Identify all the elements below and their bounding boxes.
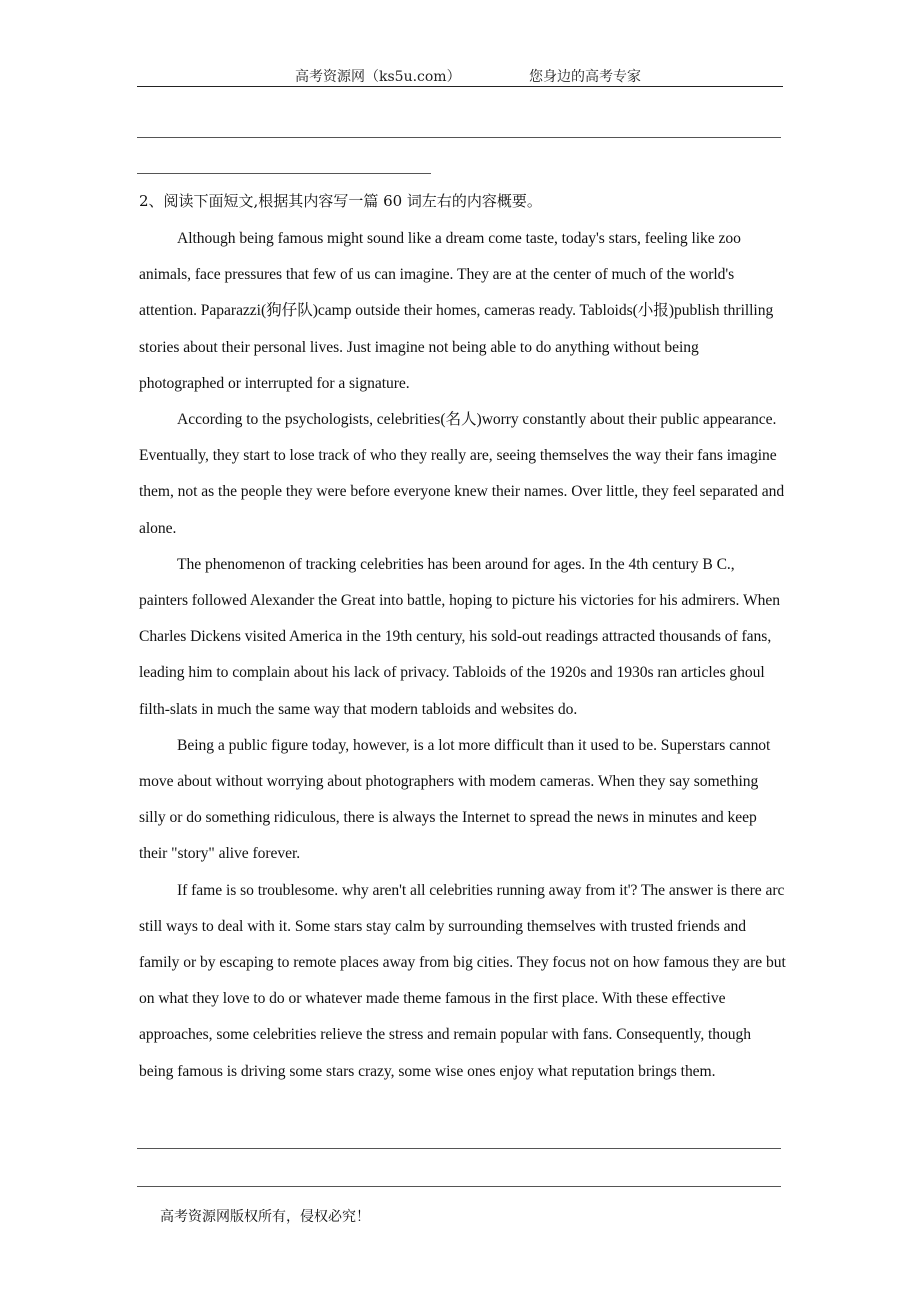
reading-passage [139, 221, 787, 1090]
passage-paragraph: According to the psychologists, celebrities(名人)worry constantly about their public appearance. Eventually, they start to lose track of who they really are, seeing themselves the way their fans imagine them, not as the people they were before everyone knew their names. Over little, they feel separated and alone. [139, 411, 785, 537]
page-footer: 高考资源网版权所有，侵权必究！ [160, 1209, 370, 1225]
passage-paragraph: The phenomenon of tracking celebrities has been around for ages. In the 4th century B C., painters followed Alexander the Great into battle, hoping to picture his victories for his admirers. When Charles Dickens visited America in the 19th century, his sold-out readings attracted thousands of fans, leading him to complain about his lack of privacy. Tabloids of the 1920s and 1930s ran articles ghoul filth-slats in much the same way that modern tabloids and websites do. [139, 555, 780, 718]
answer-line [137, 173, 431, 174]
site-slogan: 您身边的高考专家 [529, 69, 641, 85]
answer-line [137, 1186, 781, 1187]
answer-line [137, 1148, 781, 1149]
passage-paragraph: If fame is so troublesome. why aren't all celebrities running away from it'? The answer is there arc still ways to deal with it. Some stars stay calm by surrounding themselves with trusted friends and family or by escaping to remote places away from big cities. They focus not on how famous they are but on what they love to do or whatever made theme famous in the first place. With these effective approaches, some celebrities relieve the stress and remain popular with fans. Consequently, though being famous is driving some stars crazy, some wise ones enjoy what reputation brings them. [139, 881, 786, 1080]
passage-paragraph: Being a public figure today, however, is a lot more difficult than it used to be. Superstars cannot move about without worrying about photographers with modem cameras. When they say something silly or do something ridiculous, there is always the Internet to spread the news in minutes and keep their "story" alive forever. [139, 736, 771, 863]
site-name: 高考资源网（ks5u.com） [295, 69, 461, 85]
page-header [137, 62, 783, 87]
question-prompt: 2、阅读下面短文,根据其内容写一篇 60 词左右的内容概要。 [139, 192, 542, 210]
answer-line [137, 137, 781, 138]
passage-paragraph: Although being famous might sound like a dream come taste, today's stars, feeling like zoo animals, face pressures that few of us can imagine. They are at the center of much of the world's attention. Paparazzi(狗仔队)camp outside their homes, cameras ready. Tabloids(小报)publish thrilling stories about their personal lives. Just imagine not being able to do anything without being photographed or interrupted for a signature. [139, 230, 774, 392]
